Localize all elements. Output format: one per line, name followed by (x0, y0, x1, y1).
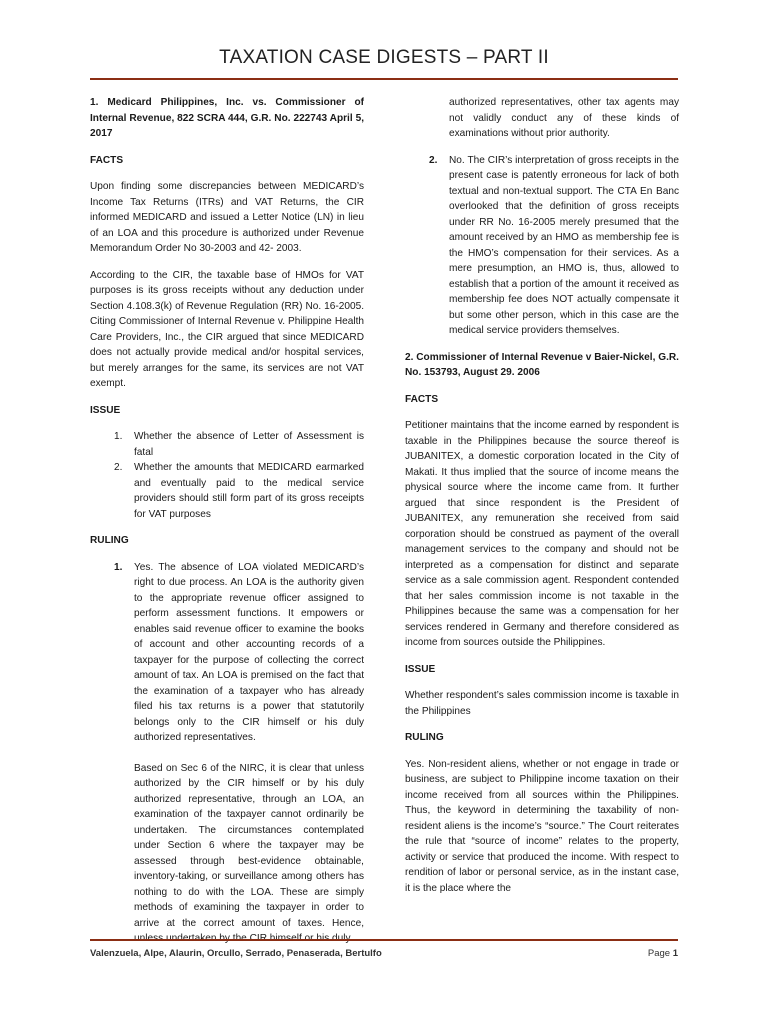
case2-ruling-text: Yes. Non-resident aliens, whether or not engage in trade or business, are subject to Philippine income taxation on their income received from all sources within the Philippines. Thus, the keyword in determining the taxability of non-resident aliens is the income’s “source.” The Court reiterates the rule that “source of income” relates to the property, activity or service that produced the income. With respect to rendition of labor or personal service, as in the instant case, it is the place where the (405, 758, 679, 894)
case1-facts-paragraph-1: Upon finding some discrepancies between MEDICARD’s Income Tax Returns (ITRs) and VAT Returns, the CIR informed MEDICARD and issued a Letter Notice (LN) in lieu of an LOA and this procedure is authorized under Revenue Memorandum Order No 30-2003 and 42- 2003. (90, 181, 364, 254)
case2-issue-label: ISSUE (405, 663, 436, 675)
case1-issue-label: ISSUE (90, 404, 121, 416)
header-divider (90, 78, 678, 80)
ruling-number: 2. (429, 154, 438, 166)
ruling-text: Yes. The absence of LOA violated MEDICARD’s right to due process. An LOA is the authority given to the appropriate revenue officer assigned to perform assessment functions. It empowers or enables said revenue officer to examine the books of account and other accounting records of a taxpayer for the purpose of collecting the correct amount of tax. An LOA is premised on the fact that the examination of a taxpayer who has already filed his tax returns is a power that statutorily belongs only to the CIR himself or his duly authorized representatives. (134, 561, 364, 743)
case1-facts-label: FACTS (90, 154, 124, 166)
case2-issue-text: Whether respondent’s sales commission income is taxable in the Philippines (405, 690, 679, 717)
page-title: TAXATION CASE DIGESTS – PART II (219, 47, 549, 68)
case1-ruling-1-continued: authorized representatives, other tax agents may not validly conduct any of these kinds of examinations without prior authority. (449, 97, 679, 139)
page-number-value: 1 (672, 948, 678, 959)
case2-facts-label: FACTS (405, 393, 439, 405)
page-number (648, 948, 678, 959)
footer-authors: Valenzuela, Alpe, Alaurin, Orcullo, Serrado, Penaserada, Bertulfo (90, 948, 382, 959)
case2-facts-paragraph: Petitioner maintains that the income earned by respondent is taxable in the Philippines because the source thereof is JUBANITEX, a domestic corporation located in the City of Makati. It thus implied that the source of income means the physical source where the income came from. It further argued that since respondent is the President of JUBANITEX, any remuneration she received from said corporation should be construed as payment of the overall management services to the company and should not be interpreted as a compensation for distinct and separate service as a sale commission agent. Respondent contended that her sales commission income is not taxable in the Philippines because the same was a compensation for her services rendered in Germany and therefore considered as income from sources outside the Philippines. (405, 420, 679, 648)
case1-issue-item (90, 460, 364, 522)
issue-text: Whether the absence of Letter of Assessment is fatal (134, 431, 364, 458)
case2-ruling-label: RULING (405, 732, 444, 743)
footer-divider (90, 939, 678, 941)
ruling-number: 1. (114, 561, 123, 573)
case1-heading: 1. Medicard Philippines, Inc. vs. Commissioner of Internal Revenue, 822 SCRA 444, G.R. No. 222743 April 5, 2017 (90, 97, 364, 139)
case1-ruling-label: RULING (90, 535, 129, 546)
left-column (90, 95, 364, 947)
case2-heading: 2. Commissioner of Internal Revenue v Baier-Nickel, G.R. No. 153793, August 29. 2006 (405, 351, 679, 378)
case1-issue-item (90, 429, 364, 460)
case1-ruling-1-paragraph-2: Based on Sec 6 of the NIRC, it is clear that unless authorized by the CIR himself or by his duly authorized representative, through an LOA, an examination of the taxpayer cannot ordinarily be undertaken. The circumstances contemplated under Section 6 where the taxpayer may be assessed through best-evidence obtainable, inventory-taking, or surveillance among others has nothing to do with the LOA. These are simply methods of examining the taxpayer in order to arrive at the correct amount of taxes. Hence, unless undertaken by the CIR himself or his duly (134, 762, 364, 944)
ruling-text: No. The CIR’s interpretation of gross receipts in the present case is patently erroneous for lack of both textual and non-textual support. The CTA En Banc overlooked that the definition of gross receipts under RR No. 16-2005 merely presumed that the amount received by an HMO as membership fee is the HMO’s compensation for their services. As a mere presumption, an HMO is, thus, allowed to establish that a portion of the amount it received as membership fee does NOT actually compensate it but some other person, which in this case are the medical service providers themselves. (449, 154, 679, 336)
case1-facts-paragraph-2: According to the CIR, the taxable base of HMOs for VAT purposes is its gross receipts without any deduction under Section 4.108.3(k) of Revenue Regulation (RR) No. 16-2005. Citing Commissioner of Internal Revenue v. Philippine Health Care Providers, Inc., the CIR argued that since MEDICARD does not actually provide medical and/or hospital services, but merely arranges for the same, its services are not VAT exempt. (90, 269, 364, 389)
case1-ruling-item-2 (405, 153, 679, 339)
page-label: Page (647, 948, 671, 959)
case1-ruling-item-1 (90, 560, 364, 746)
issue-number: 1. (114, 431, 123, 442)
issue-text: Whether the amounts that MEDICARD earmarked and eventually paid to the medical service providers should still form part of its gross receipts for VAT purposes (134, 462, 364, 520)
right-column (405, 95, 679, 907)
issue-number: 2. (114, 462, 123, 473)
